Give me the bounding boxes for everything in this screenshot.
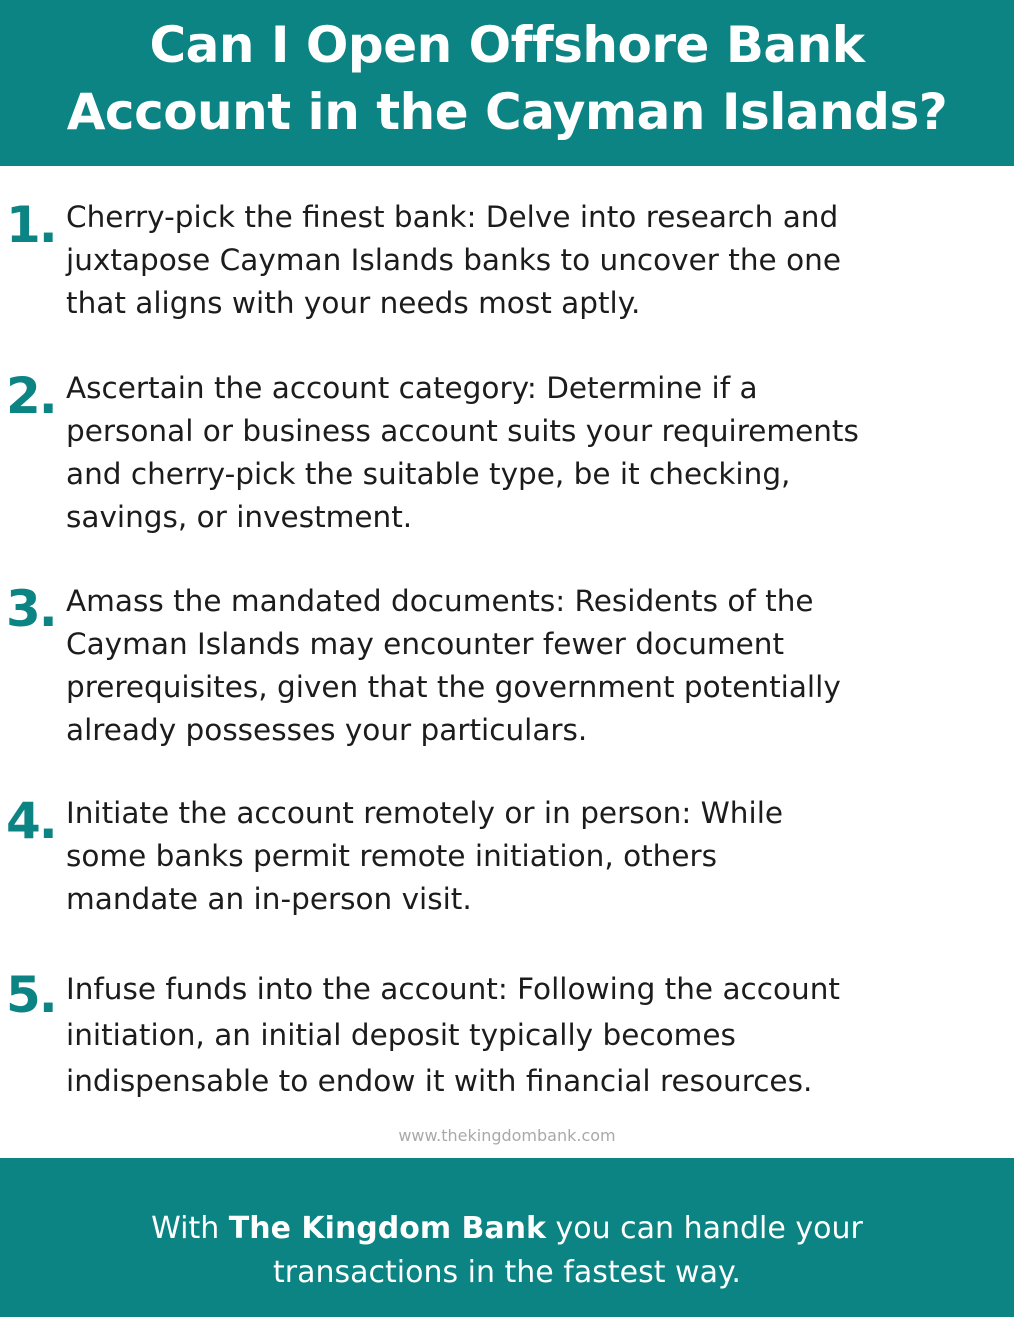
step-line: and cherry-pick the suitable type, be it checking, — [66, 457, 791, 491]
step-line: already possesses your particulars. — [66, 713, 588, 747]
step-line: indispensable to endow it with financial resources. — [66, 1064, 813, 1098]
step-number: 2. — [6, 367, 56, 425]
step-number: 4. — [6, 792, 56, 850]
step-line: initiation, an initial deposit typically becomes — [66, 1018, 736, 1052]
footer-suffix: you can handle your — [545, 1211, 863, 1246]
step-line: Initiate the account remotely or in person: While — [66, 796, 784, 830]
step-number: 5. — [6, 966, 56, 1024]
step-number: 1. — [6, 196, 56, 254]
footer-line-2: transactions in the fastest way. — [273, 1255, 741, 1290]
step-line: Cherry-pick the finest bank: Delve into research and — [66, 200, 839, 234]
step-line: Cayman Islands may encounter fewer document — [66, 627, 785, 661]
step-line: Ascertain the account category: Determine if a — [66, 371, 758, 405]
step-line: personal or business account suits your requirements — [66, 414, 859, 448]
step-line: mandate an in-person visit. — [66, 882, 472, 916]
step-line: Infuse funds into the account: Following the account — [66, 972, 840, 1006]
step-number: 3. — [6, 580, 56, 638]
brand-name: The Kingdom Bank — [228, 1211, 546, 1246]
step-text — [66, 367, 1010, 539]
footer-prefix: With — [151, 1211, 229, 1246]
title-line-2: Account in the Cayman Islands? — [66, 83, 948, 141]
footer-tagline — [57, 1207, 957, 1295]
step-line: Amass the mandated documents: Residents of the — [66, 584, 814, 618]
step-text — [66, 792, 1010, 921]
step-line: juxtapose Cayman Islands banks to uncover the one — [66, 243, 841, 277]
footer-banner — [0, 1158, 1014, 1317]
step-line: some banks permit remote initiation, others — [66, 839, 718, 873]
step-line: savings, or investment. — [66, 500, 413, 534]
step-text — [66, 580, 1010, 752]
title-line-1: Can I Open Offshore Bank — [149, 16, 865, 74]
step-text — [66, 966, 1010, 1104]
step-text — [66, 196, 1010, 325]
website-url: www.thekingdombank.com — [398, 1126, 616, 1145]
step-line: prerequisites, given that the government potentially — [66, 670, 841, 704]
step-line: that aligns with your needs most aptly. — [66, 286, 641, 320]
